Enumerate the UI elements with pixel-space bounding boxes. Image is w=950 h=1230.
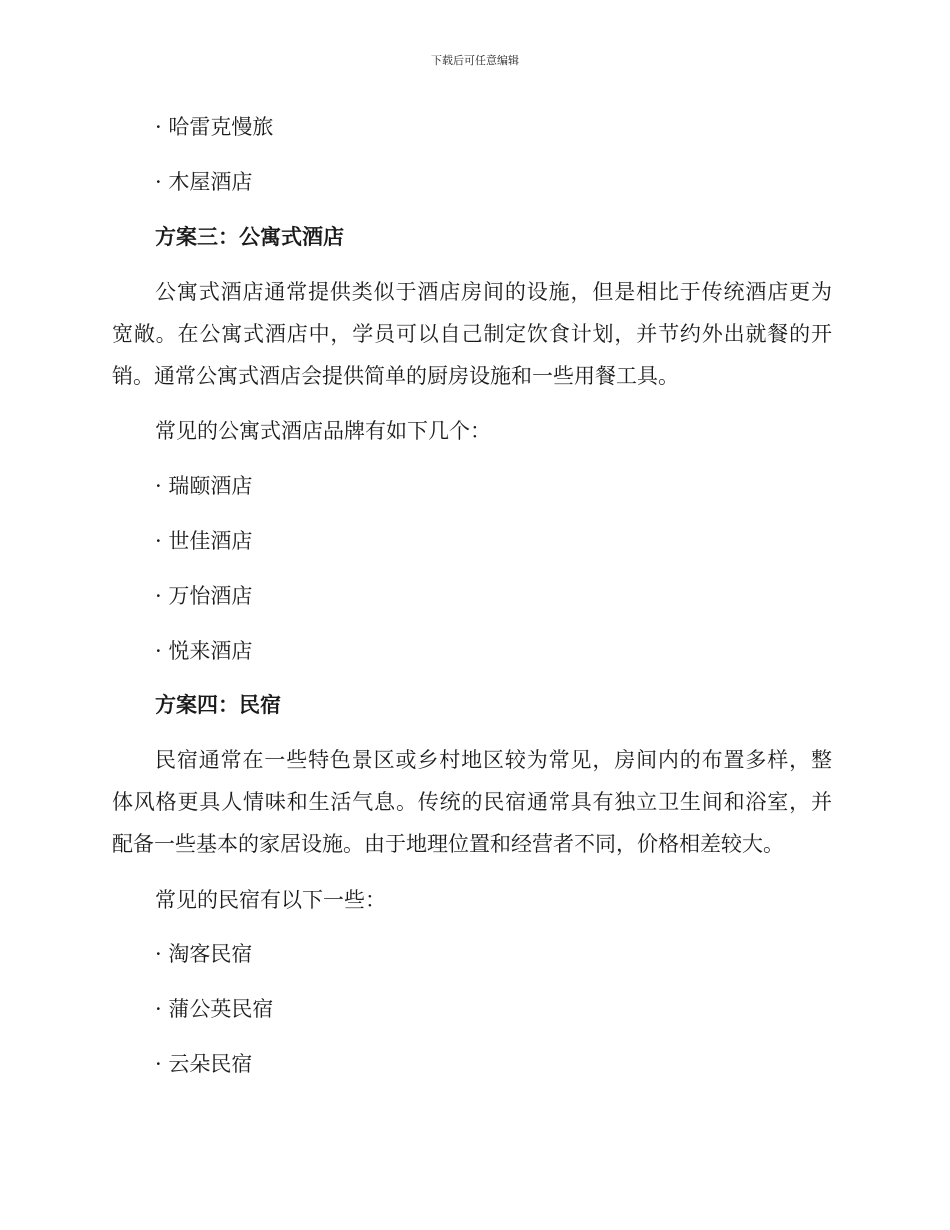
section-heading: 方案四：民宿 [155, 692, 281, 717]
paragraph [112, 278, 832, 404]
list-item: · 悦来酒店 [155, 639, 253, 663]
section-heading: 方案三：公寓式酒店 [155, 224, 344, 249]
list-item: · 哈雷克慢旅 [155, 115, 274, 139]
list-item: · 云朵民宿 [155, 1052, 253, 1076]
paragraph-line: 销。通常公寓式酒店会提供简单的厨房设施和一些用餐工具。 [112, 364, 679, 388]
list-intro: 常见的公寓式酒店品牌有如下几个： [155, 419, 491, 443]
list-item: · 木屋酒店 [155, 170, 253, 194]
list-item: · 蒲公英民宿 [155, 997, 274, 1021]
list-intro: 常见的民宿有以下一些： [155, 888, 386, 912]
page-header: 下载后可任意编辑 [431, 54, 519, 67]
paragraph-line: 体风格更具人情味和生活气息。传统的民宿通常具有独立卫生间和浴室，并 [112, 790, 832, 814]
paragraph-line: 公寓式酒店通常提供类似于酒店房间的设施，但是相比于传统酒店更为 [155, 280, 832, 304]
list-item: · 瑞颐酒店 [155, 474, 253, 498]
paragraph-line: 宽敞。在公寓式酒店中，学员可以自己制定饮食计划，并节约外出就餐的开 [112, 322, 832, 346]
list-item: · 万怡酒店 [155, 584, 253, 608]
paragraph-line: 民宿通常在一些特色景区或乡村地区较为常见，房间内的布置多样，整 [155, 748, 832, 772]
list-item: · 淘客民宿 [155, 942, 253, 966]
paragraph [112, 746, 832, 872]
paragraph-line: 配备一些基本的家居设施。由于地理位置和经营者不同，价格相差较大。 [112, 832, 784, 856]
list-item: · 世佳酒店 [155, 529, 253, 553]
